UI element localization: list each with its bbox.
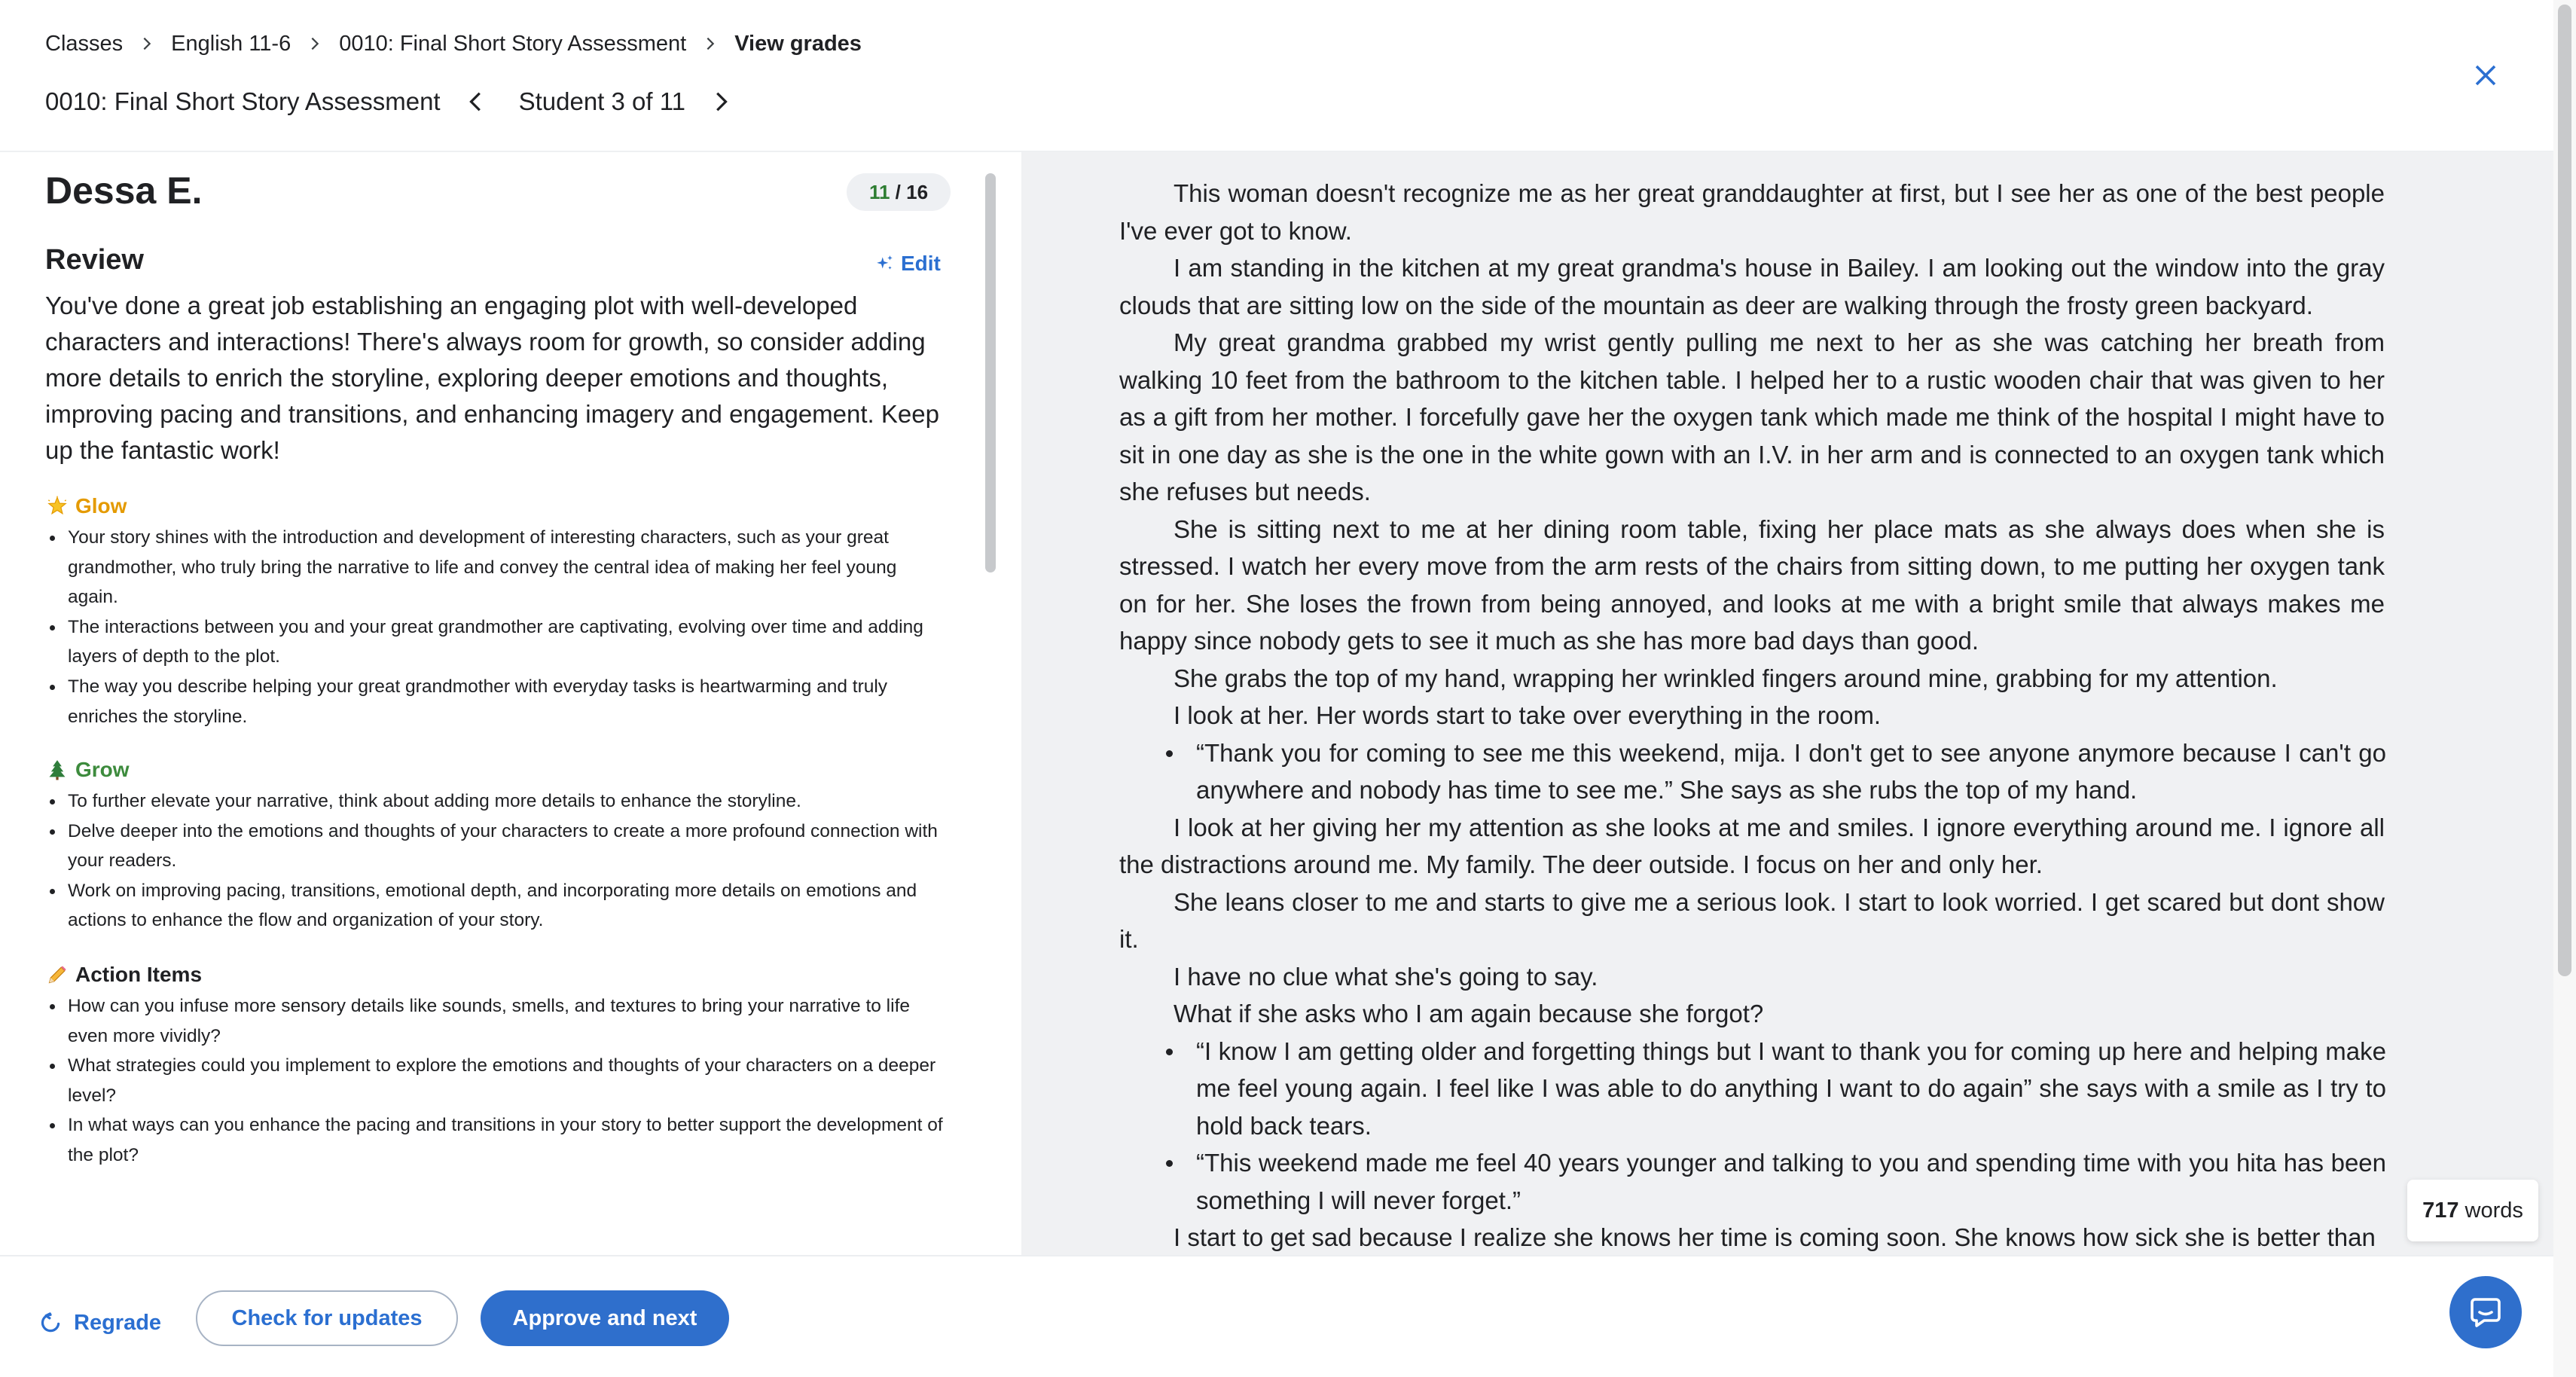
list-item: What strategies could you implement to explore the emotions and thoughts of your characters on a deeper level? [45, 1051, 949, 1110]
edit-label: Edit [901, 252, 941, 275]
essay-paragraph: What if she asks who I am again because she forgot? [1174, 1000, 1764, 1027]
chat-button[interactable] [2449, 1276, 2522, 1348]
next-student-button[interactable] [699, 81, 741, 123]
edit-review-button[interactable] [875, 249, 941, 279]
score-badge [847, 173, 951, 211]
assignment-title: 0010: Final Short Story Assessment [45, 87, 441, 115]
regrade-button[interactable] [38, 1303, 161, 1342]
grow-list [45, 786, 949, 936]
essay-paragraph: I have no clue what she's going to say. [1174, 962, 1598, 991]
student-name: Dessa E. [45, 169, 203, 212]
essay-text [1119, 175, 2385, 1255]
word-count-badge [2407, 1180, 2538, 1241]
close-button[interactable] [2465, 54, 2507, 96]
action-bar [0, 1255, 2553, 1377]
score-total: / 16 [895, 180, 929, 203]
review-title: Review [45, 244, 144, 276]
action-items-list [45, 991, 949, 1171]
essay-paragraph: I start to get sad because I realize she knows her time is coming soon. She knows how sick she is better than [1174, 1223, 2376, 1251]
check-for-updates-button[interactable]: Check for updates [196, 1290, 458, 1346]
essay-paragraph: I am standing in the kitchen at my great grandma's house in Bailey. I am looking out the window into the gray clouds that are sitting low on the side of the mountain as deer are walking through the frosty green backyard. [1119, 254, 2385, 319]
pencil-icon [45, 963, 69, 987]
glow-heading [45, 491, 127, 521]
action-items-title: Action Items [75, 963, 203, 986]
chat-icon [2468, 1294, 2504, 1330]
score-value: 11 [868, 180, 890, 203]
list-item: Your story shines with the introduction and development of interesting characters, such as your great grandmother, who truly bring the narrative to life and convey the central idea of making her feel young again. [45, 523, 949, 612]
essay-paragraph: She grabs the top of my hand, wrapping her wrinkled fingers around mine, grabbing for my attention. [1174, 664, 2278, 692]
essay-paragraph: I look at her. Her words start to take over everything in the room. [1174, 701, 1882, 729]
action-items-heading [45, 960, 202, 990]
list-item: Delve deeper into the emotions and thoughts of your characters to create a more profound connection with your readers. [45, 817, 949, 876]
breadcrumb-class[interactable]: English 11-6 [171, 31, 291, 56]
essay-quote: “Thank you for coming to see me this weekend, mija. I don't get to see anyone anymore because I can't go anywhere and nobody has time to see me.” She says as she rubs the top of my hand. [1196, 734, 2386, 809]
sparkle-icon [875, 254, 895, 273]
chevron-right-icon [132, 29, 162, 59]
essay-paragraph: This woman doesn't recognize me as her great granddaughter at first, but I see her as one of the best people I've ever got to know. [1119, 179, 2385, 245]
list-item: To further elevate your narrative, think about adding more details to enhance the storyline. [45, 786, 949, 817]
glowing-star-icon [45, 494, 69, 518]
approve-and-next-button[interactable]: Approve and next [481, 1290, 729, 1346]
chevron-right-icon [709, 90, 731, 113]
grow-heading [45, 755, 130, 785]
chevron-left-icon [465, 90, 488, 113]
breadcrumb-assignment[interactable]: 0010: Final Short Story Assessment [339, 31, 687, 56]
chevron-right-icon [695, 29, 725, 59]
word-count-label: words [2465, 1198, 2523, 1223]
essay-paragraph: She leans closer to me and starts to give me a serious look. I start to look worried. I get scared but dont show it. [1119, 887, 2385, 953]
essay-paragraph: She is sitting next to me at her dining room table, fixing her place mats as she always does when she is stressed. I watch her every move from the arm rests of the chairs from sitting down, to me putting her oxygen tank on for her. She loses the frown from being annoyed, and looks at me with a bright smile that always makes me happy since nobody gets to see it much as she has more bad days than good. [1119, 514, 2385, 655]
previous-student-button[interactable] [456, 81, 498, 123]
list-item: How can you infuse more sensory details like sounds, smells, and textures to bring your narrative to life even more vividly? [45, 991, 949, 1051]
list-item: In what ways can you enhance the pacing and transitions in your story to better support the development of the plot? [45, 1110, 949, 1170]
student-position: Student 3 of 11 [518, 87, 685, 115]
review-scrollbar[interactable] [985, 173, 996, 572]
breadcrumb [45, 29, 862, 59]
close-icon [2472, 62, 2499, 89]
essay-panel [1021, 152, 2553, 1255]
essay-paragraph: My great grandma grabbed my wrist gently pulling me next to her as she was catching her breath from walking 10 feet from the bathroom to the kitchen table. I helped her to a rustic wooden chair that was given to her as a gift from her mother. I forcefully gave her the oxygen tank which made me think of the hospital I might have to sit in one day as she is the one in the white gown with an I.V. in her arm and is connected to an oxygen tank which she refuses but needs. [1119, 328, 2385, 505]
list-item: Work on improving pacing, transitions, emotional depth, and incorporating more details on emotions and actions to enhance the flow and organization of your story. [45, 876, 949, 936]
refresh-icon [38, 1310, 63, 1336]
page-scrollbar[interactable] [2558, 5, 2571, 976]
list-item: The way you describe helping your great grandmother with everyday tasks is heartwarming and truly enriches the storyline. [45, 672, 949, 731]
review-panel [0, 152, 1021, 1255]
breadcrumb-classes[interactable]: Classes [45, 31, 124, 56]
word-count-value: 717 [2422, 1198, 2459, 1223]
essay-paragraph: I look at her giving her my attention as she looks at me and smiles. I ignore everything around me. I ignore all the distractions around me. My family. The deer outside. I focus on her and only her. [1119, 813, 2385, 878]
evergreen-tree-icon [45, 758, 69, 782]
glow-list [45, 523, 949, 731]
essay-quote: “This weekend made me feel 40 years younger and talking to you and spending time with you hita has been something I will never forget.” [1196, 1144, 2386, 1219]
chevron-right-icon [300, 29, 330, 59]
essay-quote: “I know I am getting older and forgetting things but I want to thank you for coming up here and helping make me feel young again. I feel like I was able to do anything I want to do again” she says with a smile as I try to hold back tears. [1196, 1033, 2386, 1145]
grow-title: Grow [75, 758, 130, 781]
breadcrumb-current: View grades [734, 31, 862, 56]
review-summary: You've done a great job establishing an engaging plot with well-developed characters and interactions! There's always room for growth, so consider adding more details to enrich the storyline, exploring deeper emotions and thoughts, improving pacing and transitions, and enhancing imagery and engagement. Keep up the fantastic work! [45, 292, 939, 464]
glow-title: Glow [75, 494, 127, 518]
list-item: The interactions between you and your great grandmother are captivating, evolving over time and adding layers of depth to the plot. [45, 612, 949, 672]
assignment-header [45, 83, 741, 121]
regrade-label: Regrade [74, 1310, 162, 1335]
